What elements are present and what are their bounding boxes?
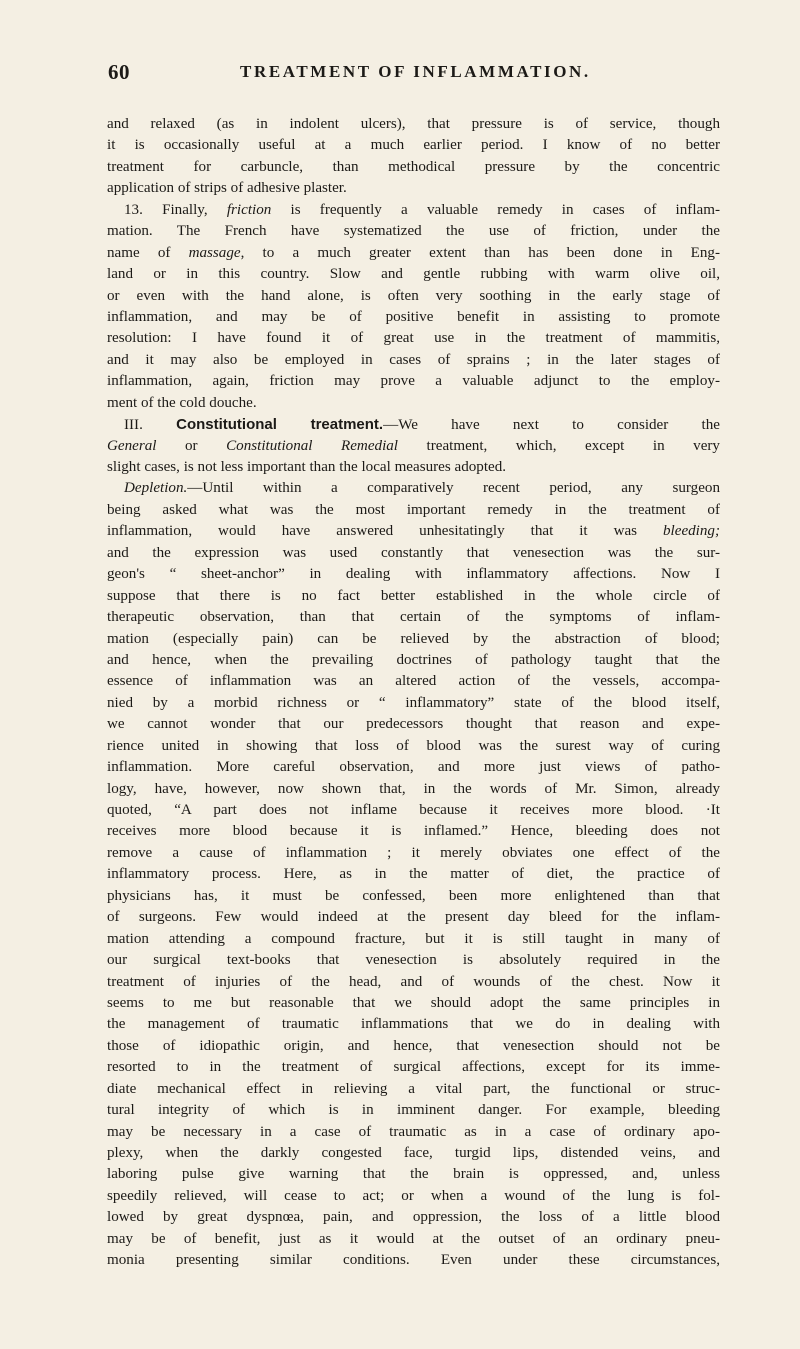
text-run: nied by a morbid richness or “ inflammatory” state of the blood itself,	[107, 694, 720, 711]
text-run: therapeutic observation, than that certain of the symptoms of inflam-	[107, 609, 720, 626]
text-line	[107, 1014, 720, 1035]
text-run: 13. Finally,	[124, 201, 227, 218]
text-line	[107, 993, 720, 1014]
text-line	[107, 950, 720, 971]
text-line	[107, 371, 720, 392]
text-line	[107, 1250, 720, 1271]
text-line	[107, 800, 720, 821]
text-run: name of	[107, 244, 189, 261]
text-line	[107, 1186, 720, 1207]
italic-text: Depletion.	[124, 480, 188, 497]
text-line	[107, 135, 720, 156]
text-run: inflammation. More careful observation, and more just views of patho-	[107, 759, 720, 776]
text-run: diate mechanical effect in relieving a vital part, the functional or struc-	[107, 1080, 720, 1097]
text-run: mation attending a compound fracture, but it is still taught in many of	[107, 930, 720, 947]
page-number: 60	[108, 60, 130, 84]
text-run: is frequently a valuable remedy in cases of inflam-	[271, 201, 720, 218]
text-line	[107, 178, 720, 199]
text-line	[107, 1164, 720, 1185]
text-run: treatment for carbuncle, than methodical pressure by the concentric	[107, 158, 720, 175]
text-line	[107, 864, 720, 885]
text-run: application of strips of adhesive plaster.	[107, 180, 347, 197]
text-run: receives more blood because it is inflamed.” Hence, bleeding does not	[107, 823, 720, 840]
text-run: laboring pulse give warning that the brain is oppressed, and, unless	[107, 1166, 720, 1183]
text-run: those of idiopathic origin, and hence, that venesection should not be	[107, 1037, 720, 1054]
text-run: quoted, “A part does not inflame because it receives more blood. ·It	[107, 802, 720, 818]
text-line	[107, 1057, 720, 1078]
text-line	[107, 500, 720, 521]
text-line	[107, 114, 720, 135]
text-run: —We have next to consider the	[383, 417, 720, 434]
body-text	[107, 114, 720, 1272]
text-run: mation. The French have systematized the use of friction, under the	[107, 223, 720, 240]
italic-text: General	[107, 437, 157, 454]
text-run: resolution: I have found it of great use in the treatment of mammitis,	[107, 330, 720, 347]
text-run: slight cases, is not less important than the local measures adopted.	[107, 459, 507, 475]
text-run: mation (especially pain) can be relieved by the abstraction of blood;	[107, 630, 720, 647]
text-run: being asked what was the most important remedy in the treatment of	[107, 501, 720, 518]
text-line	[107, 350, 720, 371]
text-line	[107, 157, 720, 178]
text-line	[107, 1229, 720, 1250]
text-line	[107, 736, 720, 757]
text-line	[107, 457, 720, 478]
italic-text: bleeding;	[663, 523, 720, 540]
text-line	[107, 929, 720, 950]
text-line	[107, 478, 720, 499]
text-run: treatment, which, except in very	[398, 437, 720, 454]
italic-text: friction	[226, 201, 272, 218]
text-run: seems to me but reasonable that we should adopt the same principles in	[107, 994, 720, 1011]
text-run: or even with the hand alone, is often very soothing in the early stage of	[107, 287, 720, 304]
section-heading: Constitutional treatment.	[176, 416, 384, 434]
text-line	[107, 436, 720, 457]
text-run: geon's “ sheet-anchor” in dealing with inflammatory affections. Now I	[107, 566, 720, 583]
text-line	[107, 586, 720, 607]
text-line	[107, 757, 720, 778]
text-run: —Until within a comparatively recent period, any surgeon	[187, 480, 720, 497]
text-line	[107, 779, 720, 800]
text-line	[107, 629, 720, 650]
text-line	[107, 714, 720, 735]
text-line	[107, 328, 720, 349]
text-line	[107, 200, 720, 221]
text-run: inflammation, would have answered unhesitatingly that it was	[107, 523, 663, 540]
text-run: remove a cause of inflammation ; it merely obviates one effect of the	[107, 844, 720, 861]
text-line	[107, 821, 720, 842]
text-line	[107, 414, 720, 435]
text-run: and the expression was used constantly that venesection was the sur-	[107, 544, 720, 561]
text-run: land or in this country. Slow and gentle rubbing with warm olive oil,	[107, 266, 720, 283]
text-run: essence of inflammation was an altered action of the vessels, accompa-	[107, 673, 720, 690]
text-run: speedily relieved, will cease to act; or when a wound of the lung is fol-	[107, 1187, 720, 1204]
text-run: resorted to in the treatment of surgical affections, except for its imme-	[107, 1059, 720, 1076]
text-run: inflammatory process. Here, as in the matter of diet, the practice of	[107, 866, 720, 883]
text-run: plexy, when the darkly congested face, turgid lips, distended veins, and	[107, 1145, 720, 1161]
text-line	[107, 693, 720, 714]
text-line	[107, 843, 720, 864]
text-run: III.	[124, 417, 177, 434]
text-line	[107, 307, 720, 328]
text-line	[107, 286, 720, 307]
text-run: physicians has, it must be confessed, been more enlightened than that	[107, 887, 720, 904]
text-line	[107, 521, 720, 542]
text-run: the management of traumatic inflammations that we do in dealing with	[107, 1016, 720, 1033]
italic-text: Constitutional Remedial	[226, 437, 398, 454]
text-run: inflammation, and may be of positive benefit in assisting to promote	[107, 308, 720, 325]
text-run: rience united in showing that loss of blood was the surest way of curing	[107, 737, 720, 754]
text-line	[107, 972, 720, 993]
text-run: or	[156, 437, 227, 454]
text-run: it is occasionally useful at a much earlier period. I know of no better	[107, 137, 720, 154]
text-run: lowed by great dyspnœa, pain, and oppression, the loss of a little blood	[107, 1209, 720, 1226]
text-line	[107, 907, 720, 928]
text-run: of surgeons. Few would indeed at the present day bleed for the inflam-	[107, 909, 720, 926]
italic-text: massage	[188, 244, 241, 261]
text-line	[107, 671, 720, 692]
text-run: suppose that there is no fact better established in the whole circle of	[107, 587, 720, 604]
text-run: inflammation, again, friction may prove a valuable adjunct to the employ-	[107, 373, 720, 390]
text-line	[107, 1207, 720, 1228]
page-header	[108, 60, 708, 84]
text-line	[107, 1100, 720, 1121]
text-line	[107, 607, 720, 628]
text-line	[107, 1143, 720, 1164]
text-line	[107, 264, 720, 285]
text-run: our surgical text-books that venesection is absolutely required in the	[107, 952, 720, 969]
text-run: ment of the cold douche.	[107, 394, 257, 411]
text-run: tural integrity of which is in imminent danger. For example, bleeding	[107, 1102, 720, 1119]
text-line	[107, 243, 720, 264]
running-head: TREATMENT OF INFLAMMATION.	[240, 62, 591, 81]
text-line	[107, 543, 720, 564]
text-run: logy, have, however, now shown that, in the words of Mr. Simon, already	[107, 780, 720, 797]
text-run: and relaxed (as in indolent ulcers), that pressure is of service, though	[107, 116, 720, 132]
text-run: may be necessary in a case of traumatic as in a case of ordinary apo-	[107, 1123, 720, 1140]
text-run: and it may also be employed in cases of sprains ; in the later stages of	[107, 351, 720, 368]
text-line	[107, 1079, 720, 1100]
text-line	[107, 1122, 720, 1143]
text-run: may be of benefit, just as it would at the outset of an ordinary pneu-	[107, 1230, 720, 1247]
text-line	[107, 1036, 720, 1057]
text-run: monia presenting similar conditions. Even under these circumstances,	[107, 1252, 720, 1269]
text-line	[107, 650, 720, 671]
text-run: , to a much greater extent than has been done in Eng-	[240, 244, 720, 261]
text-run: treatment of injuries of the head, and of wounds of the chest. Now it	[107, 973, 720, 990]
text-line	[107, 886, 720, 907]
text-line	[107, 393, 720, 414]
text-run: and hence, when the prevailing doctrines of pathology taught that the	[107, 651, 720, 668]
text-line	[107, 564, 720, 585]
text-run: we cannot wonder that our predecessors thought that reason and expe-	[107, 716, 720, 733]
text-line	[107, 221, 720, 242]
